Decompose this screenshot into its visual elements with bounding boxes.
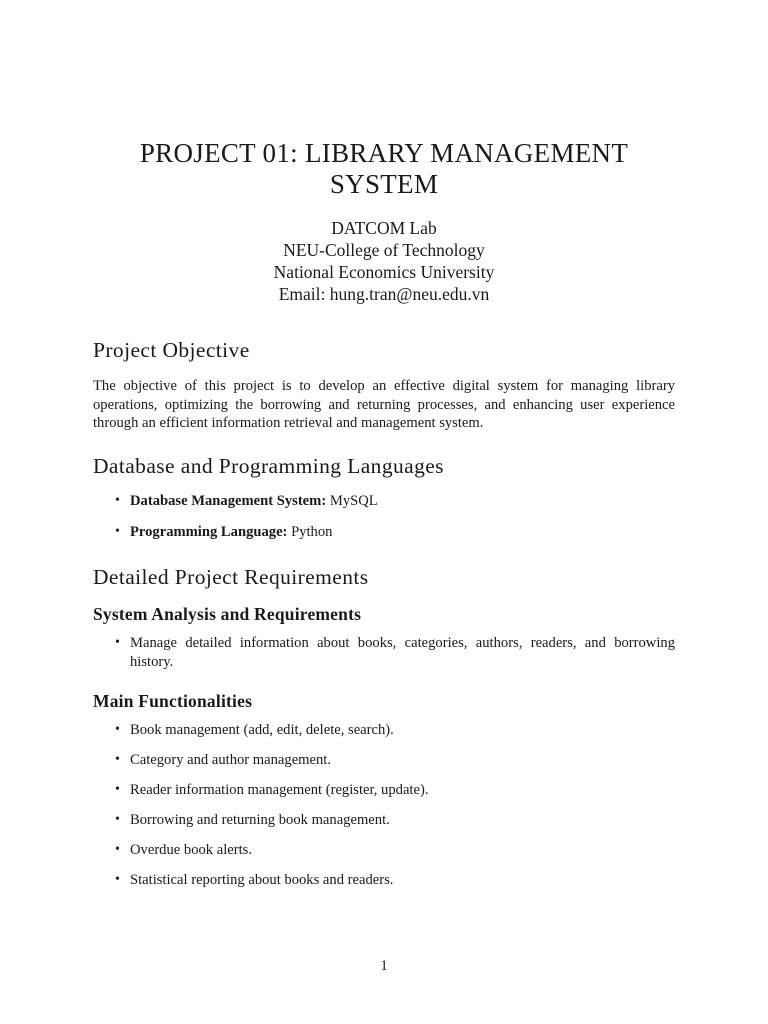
item-value: MySQL bbox=[329, 493, 378, 509]
list-item bbox=[115, 492, 675, 511]
list-item bbox=[115, 634, 675, 671]
bullet-icon: • bbox=[115, 524, 120, 539]
document-title: PROJECT 01: LIBRARY MANAGEMENT SYSTEM bbox=[139, 138, 629, 199]
author-affiliation-university: National Economics University bbox=[273, 262, 495, 282]
bullet-icon: • bbox=[115, 722, 120, 737]
bullet-icon: • bbox=[115, 493, 120, 508]
objective-paragraph: The objective of this project is to develop an effective digital system for managing library operations, optimizing the borrowing and returning processes, and enhancing user experience through an efficient information retrieval and management system. bbox=[93, 378, 675, 431]
bullet-icon: • bbox=[115, 782, 120, 797]
item-text: Statistical reporting about books and readers. bbox=[130, 872, 394, 888]
bullet-icon: • bbox=[115, 752, 120, 767]
list-item bbox=[115, 841, 675, 860]
author-email: Email: hung.tran@neu.edu.vn bbox=[278, 284, 490, 304]
author-affiliation-lab: DATCOM Lab bbox=[331, 218, 437, 238]
list-item bbox=[115, 721, 675, 740]
section-heading-languages: Database and Programming Languages bbox=[93, 454, 444, 478]
list-item bbox=[115, 781, 675, 800]
item-value: Python bbox=[291, 524, 333, 540]
subsection-heading-functionalities: Main Functionalities bbox=[93, 691, 253, 711]
section-heading-objective: Project Objective bbox=[93, 338, 250, 362]
list-item bbox=[115, 751, 675, 770]
item-label: Database Management System: bbox=[130, 493, 327, 509]
list-item bbox=[115, 871, 675, 890]
bullet-icon: • bbox=[115, 872, 120, 887]
list-item bbox=[115, 811, 675, 830]
item-text: Book management (add, edit, delete, search). bbox=[130, 722, 394, 738]
section-heading-requirements: Detailed Project Requirements bbox=[93, 565, 369, 589]
item-text: Borrowing and returning book management. bbox=[130, 812, 390, 828]
item-text: Reader information management (register, update). bbox=[130, 782, 429, 798]
document-page bbox=[93, 0, 675, 1024]
item-text: Category and author management. bbox=[130, 752, 331, 768]
bullet-icon: • bbox=[115, 842, 120, 857]
list-item bbox=[115, 523, 675, 542]
page-number: 1 bbox=[380, 958, 388, 974]
subsection-heading-analysis: System Analysis and Requirements bbox=[93, 604, 362, 624]
author-affiliation-college: NEU-College of Technology bbox=[283, 240, 485, 260]
item-label: Programming Language: bbox=[130, 524, 288, 540]
bullet-icon: • bbox=[115, 812, 120, 827]
item-text: Manage detailed information about books, categories, authors, readers, and borrowing history. bbox=[130, 635, 675, 670]
author-block bbox=[93, 217, 675, 305]
bullet-icon: • bbox=[115, 635, 120, 650]
item-text: Overdue book alerts. bbox=[130, 842, 252, 858]
